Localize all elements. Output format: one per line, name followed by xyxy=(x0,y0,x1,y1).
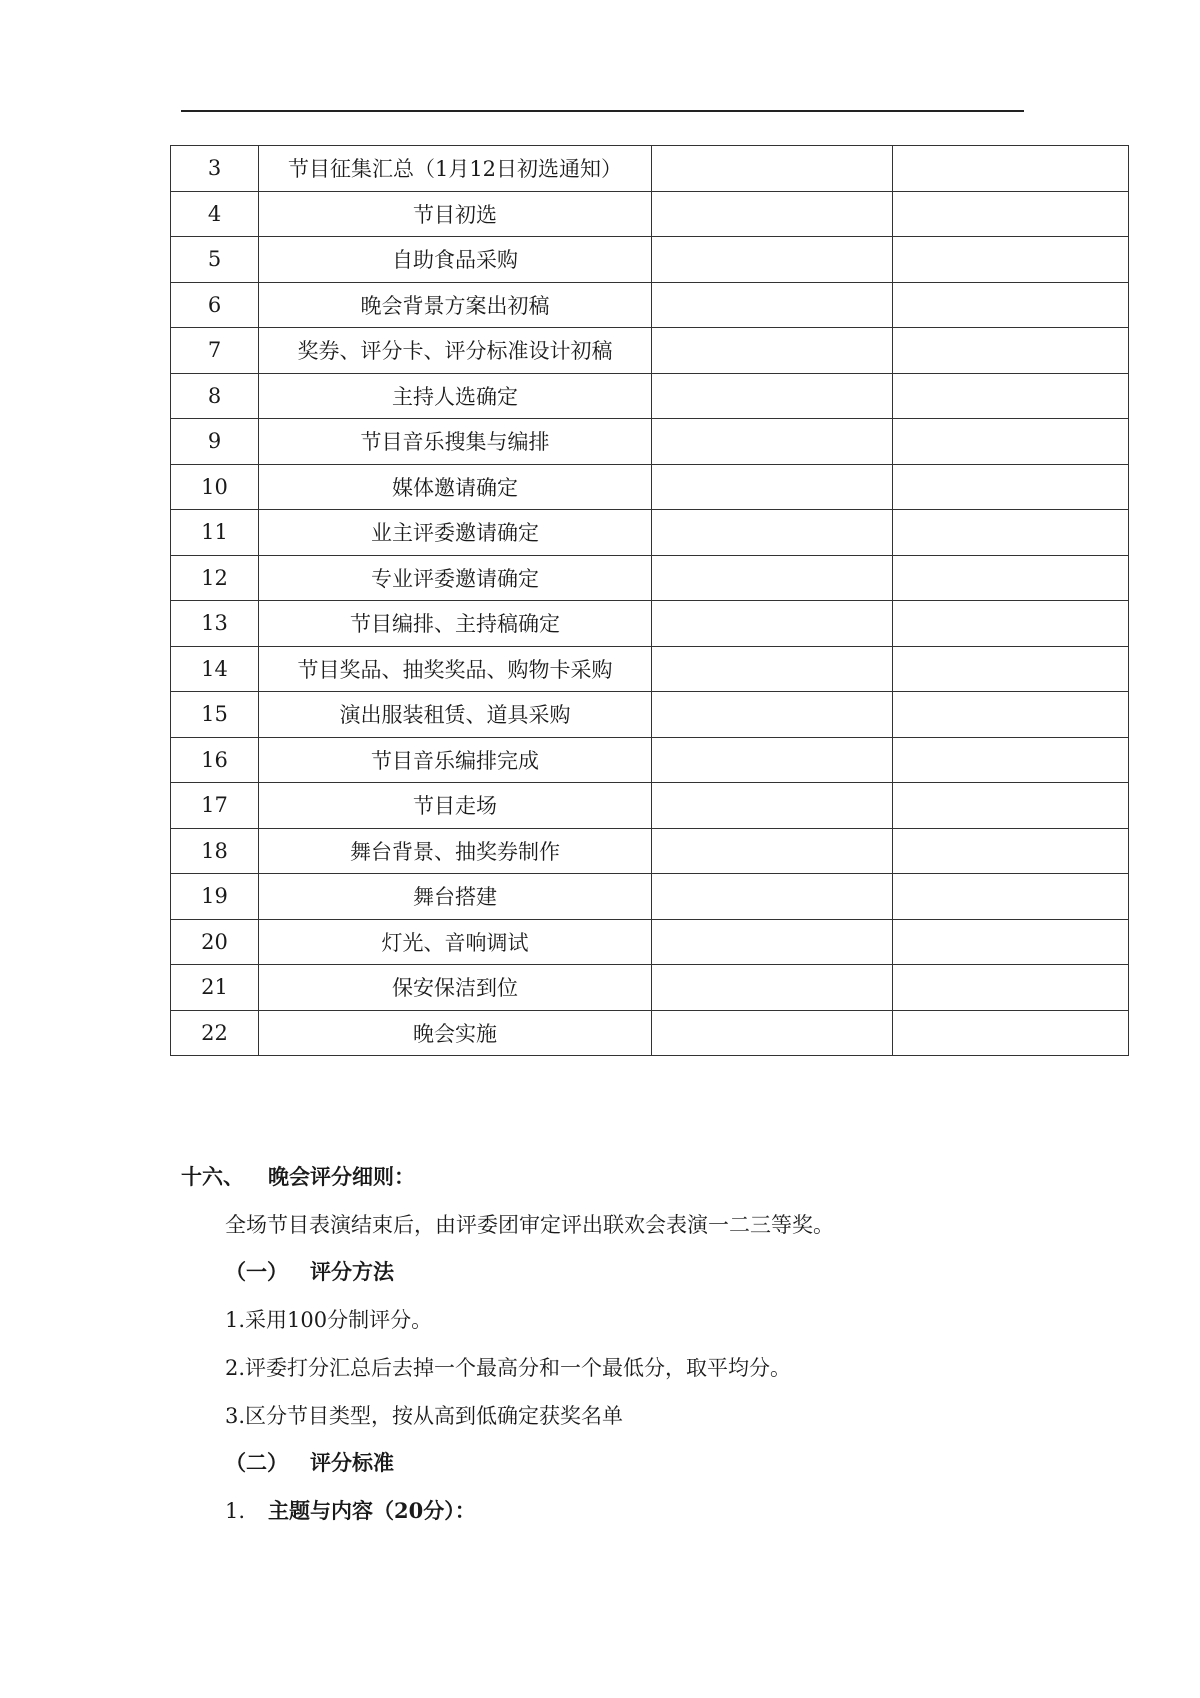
row-number: 16 xyxy=(171,737,259,783)
criteria-point xyxy=(225,1497,1125,1525)
row-number: 21 xyxy=(171,965,259,1011)
task-name: 节目音乐编排完成 xyxy=(259,737,652,783)
table-row xyxy=(171,464,1129,510)
empty-cell xyxy=(893,783,1129,829)
table-row xyxy=(171,419,1129,465)
empty-cell xyxy=(893,965,1129,1011)
empty-cell xyxy=(893,237,1129,283)
row-number: 11 xyxy=(171,510,259,556)
table-row xyxy=(171,646,1129,692)
row-number: 10 xyxy=(171,464,259,510)
empty-cell xyxy=(652,783,893,829)
table-row xyxy=(171,919,1129,965)
section-intro: 全场节目表演结束后，由评委团审定评出联欢会表演一二三等奖。 xyxy=(225,1213,834,1237)
task-name: 保安保洁到位 xyxy=(259,965,652,1011)
subsection-criteria-title: 评分标准 xyxy=(310,1450,394,1475)
row-number: 7 xyxy=(171,328,259,374)
subsection-method-number: （一） xyxy=(225,1259,288,1284)
empty-cell xyxy=(652,874,893,920)
task-name: 媒体邀请确定 xyxy=(259,464,652,510)
table-row xyxy=(171,555,1129,601)
schedule-table-body xyxy=(171,146,1129,1056)
table-row xyxy=(171,737,1129,783)
table-row xyxy=(171,191,1129,237)
task-name: 节目奖品、抽奖奖品、购物卡采购 xyxy=(259,646,652,692)
table-row xyxy=(171,874,1129,920)
empty-cell xyxy=(893,191,1129,237)
empty-cell xyxy=(652,510,893,556)
empty-cell xyxy=(652,464,893,510)
empty-cell xyxy=(652,373,893,419)
task-name: 节目走场 xyxy=(259,783,652,829)
task-name: 演出服装租赁、道具采购 xyxy=(259,692,652,738)
table-row xyxy=(171,237,1129,283)
row-number: 18 xyxy=(171,828,259,874)
empty-cell xyxy=(652,828,893,874)
table-row xyxy=(171,373,1129,419)
criteria-point-number: 1. xyxy=(225,1499,246,1523)
table-row xyxy=(171,1010,1129,1056)
empty-cell xyxy=(652,965,893,1011)
table-row xyxy=(171,692,1129,738)
task-name: 自助食品采购 xyxy=(259,237,652,283)
empty-cell xyxy=(893,510,1129,556)
empty-cell xyxy=(652,237,893,283)
task-name: 主持人选确定 xyxy=(259,373,652,419)
empty-cell xyxy=(652,692,893,738)
task-name: 节目征集汇总（1月12日初选通知） xyxy=(259,146,652,192)
task-name: 晚会背景方案出初稿 xyxy=(259,282,652,328)
table-row xyxy=(171,783,1129,829)
empty-cell xyxy=(893,464,1129,510)
schedule-table xyxy=(170,145,1129,1056)
task-name: 晚会实施 xyxy=(259,1010,652,1056)
row-number: 17 xyxy=(171,783,259,829)
row-number: 9 xyxy=(171,419,259,465)
empty-cell xyxy=(652,919,893,965)
row-number: 22 xyxy=(171,1010,259,1056)
row-number: 5 xyxy=(171,237,259,283)
section-title: 晚会评分细则： xyxy=(268,1164,415,1189)
row-number: 15 xyxy=(171,692,259,738)
empty-cell xyxy=(893,919,1129,965)
row-number: 6 xyxy=(171,282,259,328)
table-row xyxy=(171,510,1129,556)
task-name: 灯光、音响调试 xyxy=(259,919,652,965)
row-number: 13 xyxy=(171,601,259,647)
table-row xyxy=(171,282,1129,328)
empty-cell xyxy=(893,874,1129,920)
empty-cell xyxy=(893,373,1129,419)
task-name: 奖券、评分卡、评分标准设计初稿 xyxy=(259,328,652,374)
table-row xyxy=(171,328,1129,374)
row-number: 3 xyxy=(171,146,259,192)
empty-cell xyxy=(893,737,1129,783)
empty-cell xyxy=(652,191,893,237)
subsection-method xyxy=(225,1258,1125,1286)
empty-cell xyxy=(652,282,893,328)
row-number: 19 xyxy=(171,874,259,920)
empty-cell xyxy=(893,555,1129,601)
table-row xyxy=(171,828,1129,874)
empty-cell xyxy=(893,328,1129,374)
criteria-point-title: 主题与内容（20分）： xyxy=(268,1498,476,1523)
empty-cell xyxy=(893,282,1129,328)
task-name: 舞台搭建 xyxy=(259,874,652,920)
empty-cell xyxy=(893,146,1129,192)
empty-cell xyxy=(893,692,1129,738)
task-name: 节目初选 xyxy=(259,191,652,237)
empty-cell xyxy=(652,601,893,647)
method-item: 2.评委打分汇总后去掉一个最高分和一个最低分，取平均分。 xyxy=(225,1356,792,1380)
task-name: 业主评委邀请确定 xyxy=(259,510,652,556)
table-row xyxy=(171,601,1129,647)
empty-cell xyxy=(652,646,893,692)
task-name: 舞台背景、抽奖券制作 xyxy=(259,828,652,874)
empty-cell xyxy=(893,828,1129,874)
method-item: 1.采用100分制评分。 xyxy=(225,1308,433,1332)
row-number: 20 xyxy=(171,919,259,965)
task-name: 节目音乐搜集与编排 xyxy=(259,419,652,465)
empty-cell xyxy=(652,146,893,192)
row-number: 4 xyxy=(171,191,259,237)
empty-cell xyxy=(893,601,1129,647)
empty-cell xyxy=(893,646,1129,692)
row-number: 14 xyxy=(171,646,259,692)
empty-cell xyxy=(652,555,893,601)
empty-cell xyxy=(893,1010,1129,1056)
table-row xyxy=(171,146,1129,192)
section-heading xyxy=(181,1163,1081,1191)
empty-cell xyxy=(652,1010,893,1056)
empty-cell xyxy=(652,328,893,374)
row-number: 12 xyxy=(171,555,259,601)
subsection-method-title: 评分方法 xyxy=(310,1259,394,1284)
table-row xyxy=(171,965,1129,1011)
section-number: 十六、 xyxy=(181,1164,244,1189)
empty-cell xyxy=(893,419,1129,465)
subsection-criteria xyxy=(225,1449,1125,1477)
empty-cell xyxy=(652,737,893,783)
subsection-criteria-number: （二） xyxy=(225,1450,288,1475)
header-rule xyxy=(181,110,1024,112)
method-item: 3.区分节目类型，按从高到低确定获奖名单 xyxy=(225,1404,624,1428)
empty-cell xyxy=(652,419,893,465)
row-number: 8 xyxy=(171,373,259,419)
task-name: 节目编排、主持稿确定 xyxy=(259,601,652,647)
task-name: 专业评委邀请确定 xyxy=(259,555,652,601)
